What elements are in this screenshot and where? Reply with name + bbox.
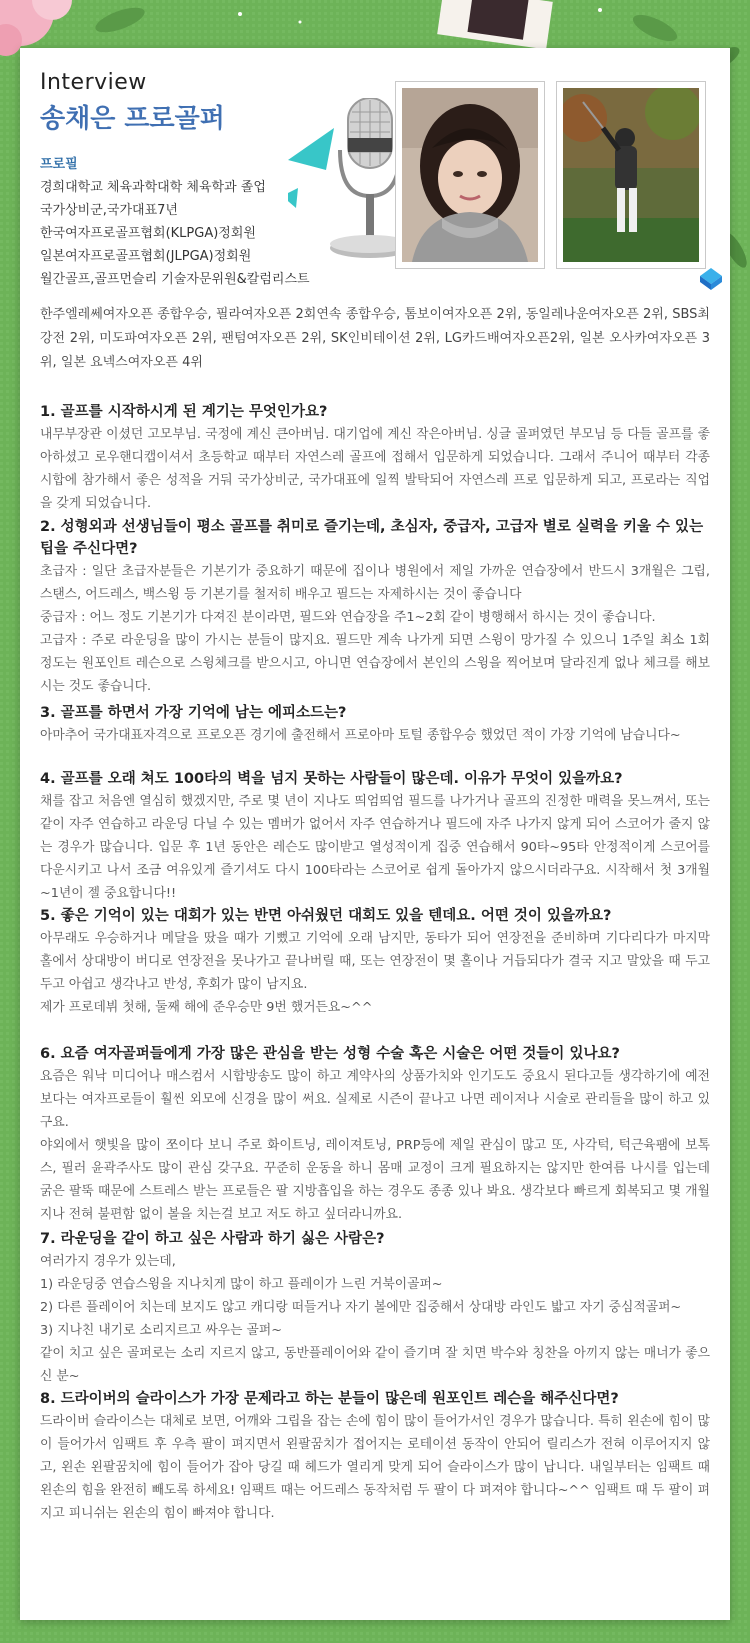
interview-card [20, 48, 730, 1620]
answer: 내무부장관 이셨던 고모부님. 국정에 계신 큰아버님. 대기업에 계신 작은아버님. 싱글 골퍼였던 부모님 등 다들 골프를 좋아하셨고 로우핸디캡이셔서 초등학교 때부터 자연스레 골프에 접해서 입문하게 되었습니다. 그래서 주니어 때부터 각종시합에 참가해서 좋은 성적을 거둬 국가상비군, 국가대표에 일찍 발탁되어 자연스레 프로 입문하게 되고, 프로라는 직업을 갖게 되었습니다. [40, 427, 710, 511]
qa-section-2 [40, 516, 710, 698]
answer: 요즘은 워낙 미디어나 매스컴서 시합방송도 많이 하고 계약사의 상품가치와 인기도도 중요시 된다고들 생각하기에 예전보다는 여자프로들이 훨씬 외모에 신경을 많이 써요. 실제로 시즌이 끝나고 나면 레이저나 시술로 관리들을 많이 하고 있구요. [40, 1069, 710, 1130]
golf-swing-photo [556, 81, 706, 269]
answer: 드라이버 슬라이스는 대체로 보면, 어깨와 그립을 잡는 손에 힘이 많이 들어가서인 경우가 많습니다. 특히 왼손에 힘이 많이 들어가서 임팩트 후 우측 팔이 펴지면서 왼팔꿈치가 접어지는 로테이션 동작이 안되어 릴리스가 전혀 이루어지지 않고, 왼손 왼팔꿈치에 힘이 들어가 잡아 당길 때 헤드가 열리게 맞게 되어 슬라이스가 많이 납니다. 내일부터는 임팩트 때 왼손의 힘을 완전히 빼도록 하세요! 임팩트 때는 어드레스 동작처럼 두 팔이 다 펴져야 합니다~^^ 임팩트 때 두 팔이 펴지고 피니쉬는 왼손의 힘이 빠져야 합니다. [40, 1414, 710, 1521]
blue-cube-deco [698, 266, 724, 292]
teal-triangle-icon [288, 128, 334, 170]
qa-section-7 [40, 1228, 710, 1388]
golf-swing-image [563, 88, 699, 262]
question: 2. 성형외과 선생님들이 평소 골프를 취미로 즐기는데, 초심자, 중급자, 고급자 별로 실력을 키울 수 있는 팁을 주신다면? [40, 519, 704, 557]
profile-list [40, 176, 310, 291]
question: 7. 라운딩을 같이 하고 싶은 사람과 하기 싫은 사람은? [40, 1231, 385, 1247]
interviewee-name: 송채은 프로골퍼 [40, 104, 225, 134]
qa-section-3 [40, 702, 710, 747]
answer: 1) 라운딩중 연습스윙을 지나치게 많이 하고 플레이가 느린 거북이골퍼~ [40, 1277, 443, 1292]
answer: 아무래도 우승하거나 메달을 땄을 때가 기뻤고 기억에 오래 남지만, 동타가 되어 연장전을 준비하며 기다리다가 마지막 홀에서 상대방이 버디로 연장전을 못나가고 끝나버릴 때, 또는 연장전이 몇 홀이나 거듭되다가 결국 지고 말았을 때 두고두고 아쉽고 생각나고 반성, 후회가 많이 남지요. [40, 931, 710, 992]
qa-section-5 [40, 905, 710, 1019]
answer: 초급자 : 일단 초급자분들은 기본기가 중요하기 때문에 집이나 병원에서 제일 가까운 연습장에서 반드시 3개월은 그립, 스탠스, 어드레스, 백스윙 등 기본기를 철저히 배우고 필드는 자제하시는 것이 좋습니다 [40, 564, 710, 602]
portrait-photo [395, 81, 545, 269]
answer: 여러가지 경우가 있는데, [40, 1254, 176, 1269]
question: 3. 골프를 하면서 가장 기억에 남는 에피소드는? [40, 705, 347, 721]
qa-section-1 [40, 401, 710, 515]
question: 8. 드라이버의 슬라이스가 가장 문제라고 하는 분들이 많은데 원포인트 레슨을 해주신다면? [40, 1391, 619, 1407]
profile-item: 한국여자프로골프협회(KLPGA)정회원 [40, 226, 256, 241]
answer: 야외에서 햇빛을 많이 쪼이다 보니 주로 화이트닝, 레이져토닝, PRP등에 제일 관심이 많고 또, 사각턱, 턱근육팸에 보톡스, 필러 윤곽주사도 많이 관심 갖구요. 꾸준히 운동을 하니 몸매 교정이 크게 필요하지는 않지만 한여름 나시를 입는데 굵은 팔뚝 때문에 스트레스 받는 프로들은 팔 지방흡입을 하는 경우도 종종 있나 봐요. 생각보다 빠르게 회복되고 몇 개월 지나 전혀 불편함 없이 볼을 치는걸 보고 저도 하고 싶더라니까요. [40, 1138, 710, 1222]
answer: 채를 잡고 처음엔 열심히 했겠지만, 주로 몇 년이 지나도 띄엄띄엄 필드를 나가거나 골프의 진정한 매력을 못느껴서, 또는 같이 자주 연습하고 라운딩 다닐 수 있는 멤버가 없어서 자주 연습하거나 필드에 자주 나가지 않게 되어 스코어가 줄지 않는 경우가 많습니다. 입문 후 1년 동안은 레슨도 많이받고 열성적이게 집중 연습해서 90타~95타 안정적이게 스코어를 다운시키고 나서 조금 여유있게 즐기셔도 다시 100타라는 스코어로 쉽게 돌아가지 않으시더라구요. 시작해서 첫 3개월~1년이 젤 중요합니다!! [40, 794, 710, 901]
answer: 중급자 : 어느 정도 기본기가 다져진 분이라면, 필드와 연습장을 주1~2회 같이 병행해서 하시는 것이 좋습니다. [40, 610, 656, 625]
profile-item: 경희대학교 체육과학대학 체육학과 졸업 [40, 180, 266, 195]
answer: 2) 다른 플레이어 치는데 보지도 않고 캐디랑 떠들거나 자기 볼에만 집중해서 상대방 라인도 밟고 자기 중심적골퍼~ [40, 1300, 682, 1315]
question: 1. 골프를 시작하시게 된 계기는 무엇인가요? [40, 404, 328, 420]
profile-item: 국가상비군,국가대표7년 [40, 203, 178, 218]
question: 5. 좋은 기억이 있는 대회가 있는 반면 아쉬웠던 대회도 있을 텐데요. 어떤 것이 있을까요? [40, 908, 612, 924]
answer: 제가 프로데뷔 첫해, 둘째 해에 준우승만 9번 했거든요~^^ [40, 1000, 373, 1015]
profile-item: 일본여자프로골프협회(JLPGA)정회원 [40, 249, 252, 264]
profile-title: 프로필 [40, 157, 78, 172]
answer: 고급자 : 주로 라운딩을 많이 가시는 분들이 많지요. 필드만 계속 나가게 되면 스윙이 망가질 수 있으니 1주일 최소 1회 정도는 원포인트 레슨으로 스윙체크를 받으시고, 아니면 연습장에서 본인의 스윙을 찍어보며 달라진게 없나 체크를 해보시는 것도 좋습니다. [40, 633, 710, 694]
qa-section-4 [40, 768, 710, 905]
career-records: 한주엘레쎄여자오픈 종합우승, 필라여자오픈 2회연속 종합우승, 톰보이여자오픈 2위, 동일레나운여자오픈 2위, SBS최강전 2위, 미도파여자오픈 2위, 팬텀여자오픈 2위, SK인비테이션 2위, LG카드배여자오픈2위, 일본 오사카여자오픈 3위, 일본 요넥스여자오픈 4위 [40, 307, 710, 370]
qa-section-8 [40, 1388, 710, 1525]
answer: 3) 지나친 내기로 소리지르고 싸우는 골퍼~ [40, 1323, 282, 1338]
teal-triangle-icon [288, 188, 298, 208]
answer: 같이 치고 싶은 골퍼로는 소리 지르지 않고, 동반플레이어와 같이 즐기며 잘 치면 박수와 칭찬을 아끼지 않는 매너가 좋으신 분~ [40, 1346, 710, 1384]
interview-label: Interview [40, 70, 147, 95]
question: 4. 골프를 오래 쳐도 100타의 벽을 넘지 못하는 사람들이 많은데. 이유가 무엇이 있을까요? [40, 771, 623, 787]
profile-item: 월간골프,골프먼슬리 기술자문위원&칼럼리스트 [40, 272, 310, 287]
question: 6. 요즘 여자골퍼들에게 가장 많은 관심을 받는 성형 수술 혹은 시술은 어떤 것들이 있나요? [40, 1046, 620, 1062]
portrait-image [402, 88, 538, 262]
answer: 아마추어 국가대표자격으로 프로오픈 경기에 출전해서 프로아마 토털 종합우승 했었던 적이 가장 기억에 남습니다~ [40, 728, 681, 743]
qa-section-6 [40, 1043, 710, 1226]
